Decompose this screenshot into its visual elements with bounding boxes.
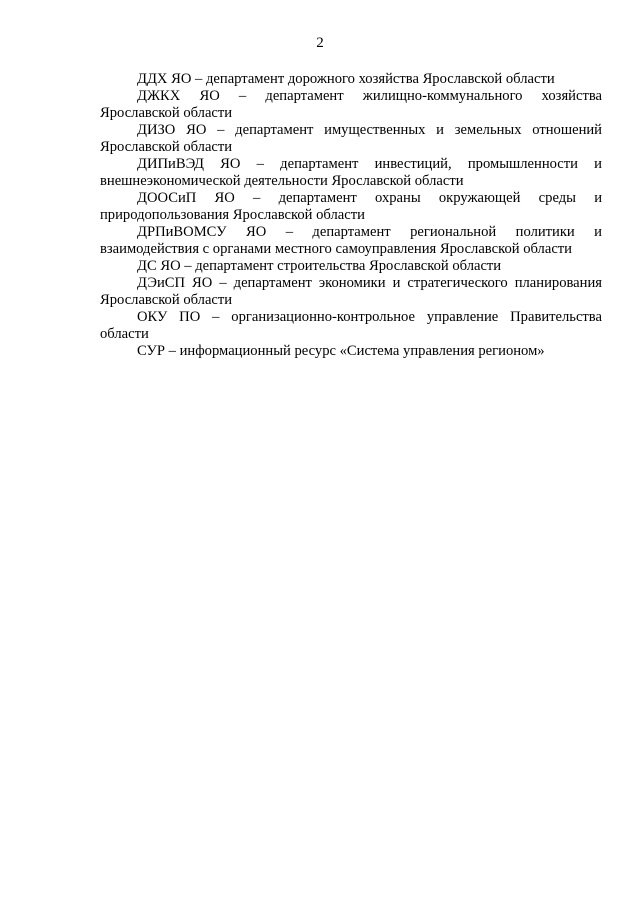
abbreviation-description: департамент имущественных и земельных отношений Ярославской области: [100, 122, 602, 155]
abbreviation-description: департамент охраны окружающей среды и природопользования Ярославской области: [100, 190, 602, 223]
abbreviation-term: ДЭиСП ЯО: [137, 275, 213, 291]
separator-dash: –: [238, 88, 247, 104]
abbreviation-item: [100, 88, 602, 122]
abbreviation-term: ДООСиП ЯО: [137, 190, 235, 206]
abbreviation-list: [100, 71, 602, 360]
abbreviation-item: [100, 309, 602, 343]
abbreviation-item: [100, 122, 602, 156]
abbreviation-item: [100, 343, 602, 360]
abbreviation-term: СУР: [137, 343, 165, 359]
abbreviation-description: департамент дорожного хозяйства Ярославской области: [205, 71, 555, 87]
abbreviation-item: [100, 275, 602, 309]
abbreviation-description: департамент инвестиций, промышленности и внешнеэкономической деятельности Ярославской области: [100, 156, 602, 189]
abbreviation-term: ДЖКХ ЯО: [137, 88, 220, 104]
abbreviation-description: организационно-контрольное управление Правительства области: [100, 309, 602, 342]
abbreviation-description: департамент строительства Ярославской области: [195, 258, 502, 274]
abbreviation-term: ДИПиВЭД ЯО: [137, 156, 241, 172]
abbreviation-item: [100, 71, 602, 88]
abbreviation-term: ДРПиВОМСУ ЯО: [137, 224, 267, 240]
abbreviation-item: [100, 190, 602, 224]
abbreviation-item: [100, 156, 602, 190]
separator-dash: –: [195, 71, 203, 87]
page-number: 2: [316, 35, 324, 51]
separator-dash: –: [168, 343, 176, 359]
separator-dash: –: [253, 190, 261, 206]
abbreviation-description: департамент экономики и стратегического планирования Ярославской области: [100, 275, 602, 308]
separator-dash: –: [212, 309, 220, 325]
abbreviation-term: ДС ЯО: [137, 258, 181, 274]
separator-dash: –: [285, 224, 293, 240]
abbreviation-description: информационный ресурс «Система управления регионом»: [179, 343, 545, 359]
separator-dash: –: [217, 122, 225, 138]
abbreviation-description: департамент жилищно-коммунального хозяйства Ярославской области: [100, 88, 602, 121]
separator-dash: –: [256, 156, 264, 172]
abbreviation-term: ДИЗО ЯО: [137, 122, 207, 138]
abbreviation-description: департамент региональной политики и взаимодействия с органами местного самоуправления Ярославской области: [100, 224, 602, 257]
separator-dash: –: [184, 258, 192, 274]
abbreviation-item: [100, 224, 602, 258]
separator-dash: –: [219, 275, 227, 291]
abbreviation-term: ДДХ ЯО: [137, 71, 192, 87]
abbreviation-item: [100, 258, 602, 275]
abbreviation-term: ОКУ ПО: [137, 309, 201, 325]
